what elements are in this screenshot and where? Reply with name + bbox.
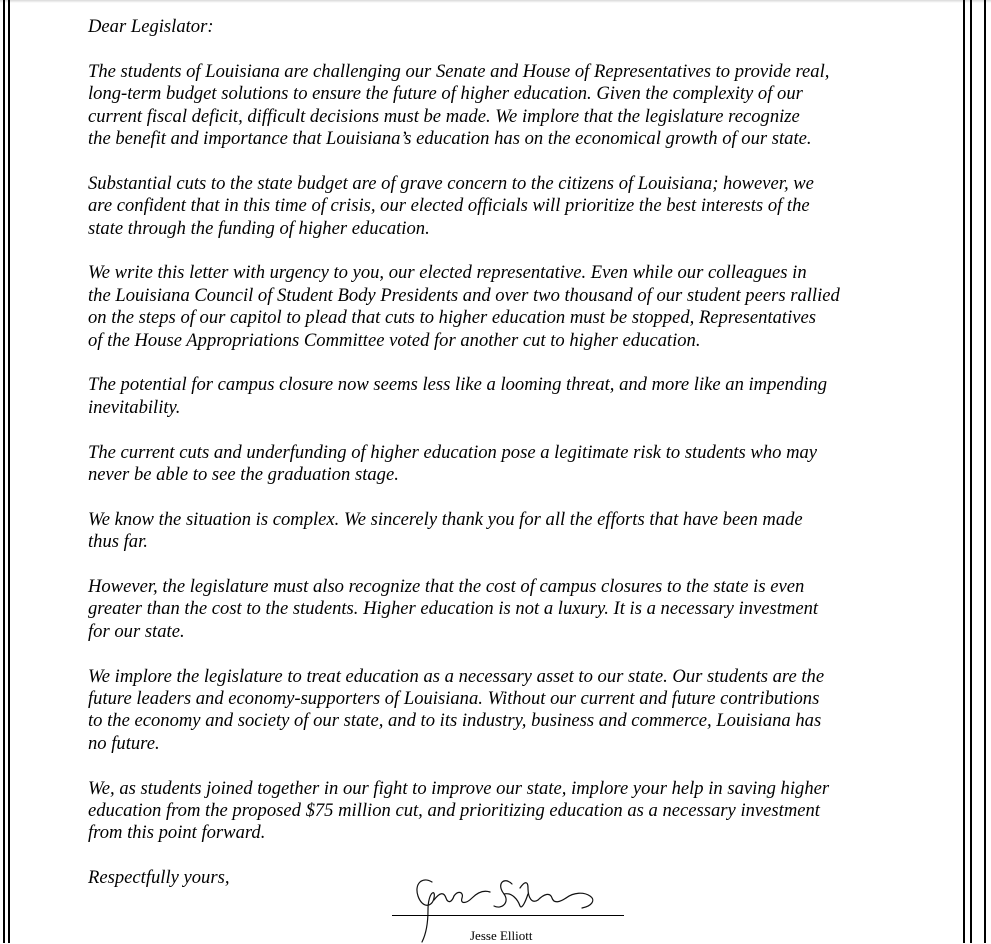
text-line: inevitability.: [88, 396, 181, 418]
text-line: The potential for campus closure now seems less like a looming threat, and more like an impending: [88, 374, 828, 396]
top-shadow: [0, 0, 991, 3]
text-line: state through the funding of higher education.: [88, 217, 430, 239]
closing: Respectfully yours,: [88, 867, 230, 888]
right-border-inner: [963, 0, 965, 943]
text-line: The current cuts and underfunding of higher education pose a legitimate risk to students who may: [88, 441, 818, 463]
text-line: Substantial cuts to the state budget are of grave concern to the citizens of Louisiana; however, we: [88, 172, 814, 194]
signer-name: Jesse Elliott: [470, 928, 533, 943]
paragraph-5: [88, 442, 923, 487]
text-line: However, the legislature must also recognize that the cost of campus closures to the state is even: [88, 576, 805, 598]
text-line: We write this letter with urgency to you, our elected representative. Even while our colleagues in: [88, 262, 807, 284]
salutation: Dear Legislator:: [88, 16, 214, 37]
text-line: We, as students joined together in our fight to improve our state, implore your help in saving higher: [88, 777, 830, 799]
left-border-inner: [8, 0, 10, 943]
text-line: no future.: [88, 732, 160, 754]
paragraph-9: [88, 778, 923, 845]
text-line: The students of Louisiana are challenging our Senate and House of Representatives to provide real,: [88, 60, 830, 82]
text-line: from this point forward.: [88, 822, 266, 844]
text-line: thus far.: [88, 531, 148, 553]
text-line: on the steps of our capitol to plead that cuts to higher education must be stopped, Representatives: [88, 307, 816, 329]
text-line: long-term budget solutions to ensure the future of higher education. Given the complexity of our: [88, 83, 803, 105]
text-line: are confident that in this time of crisis, our elected officials will prioritize the best interests of the: [88, 195, 810, 217]
letter-body: [88, 16, 923, 867]
paragraph-6: [88, 509, 923, 554]
text-line: of the House Appropriations Committee voted for another cut to higher education.: [88, 329, 701, 351]
paragraph-3: [88, 262, 923, 352]
text-line: education from the proposed $75 million cut, and prioritizing education as a necessary investment: [88, 800, 820, 822]
signature-line: [392, 915, 624, 916]
paragraph-1: [88, 61, 923, 151]
text-line: We know the situation is complex. We sincerely thank you for all the efforts that have been made: [88, 508, 803, 530]
text-line: We implore the legislature to treat education as a necessary asset to our state. Our students are the: [88, 665, 825, 687]
paragraph-8: [88, 666, 923, 756]
left-border-outer: [3, 0, 5, 943]
right-border-outer: [970, 0, 972, 943]
text-line: never be able to see the graduation stage.: [88, 464, 399, 486]
text-line: the benefit and importance that Louisiana’s education has on the economical growth of our state.: [88, 128, 812, 150]
text-line: for our state.: [88, 620, 185, 642]
paragraph-2: [88, 173, 923, 240]
text-line: to the economy and society of our state, and to its industry, business and commerce, Louisiana has: [88, 710, 822, 732]
paragraph-7: [88, 576, 923, 643]
text-line: future leaders and economy-supporters of Louisiana. Without our current and future contributions: [88, 688, 820, 710]
text-line: the Louisiana Council of Student Body Presidents and over two thousand of our student peers rallied: [88, 284, 840, 306]
text-line: greater than the cost to the students. Higher education is not a luxury. It is a necessary investment: [88, 598, 819, 620]
text-line: current fiscal deficit, difficult decisions must be made. We implore that the legislature recognize: [88, 105, 800, 127]
right-border-edge: [984, 0, 986, 943]
paragraph-4: [88, 374, 923, 419]
